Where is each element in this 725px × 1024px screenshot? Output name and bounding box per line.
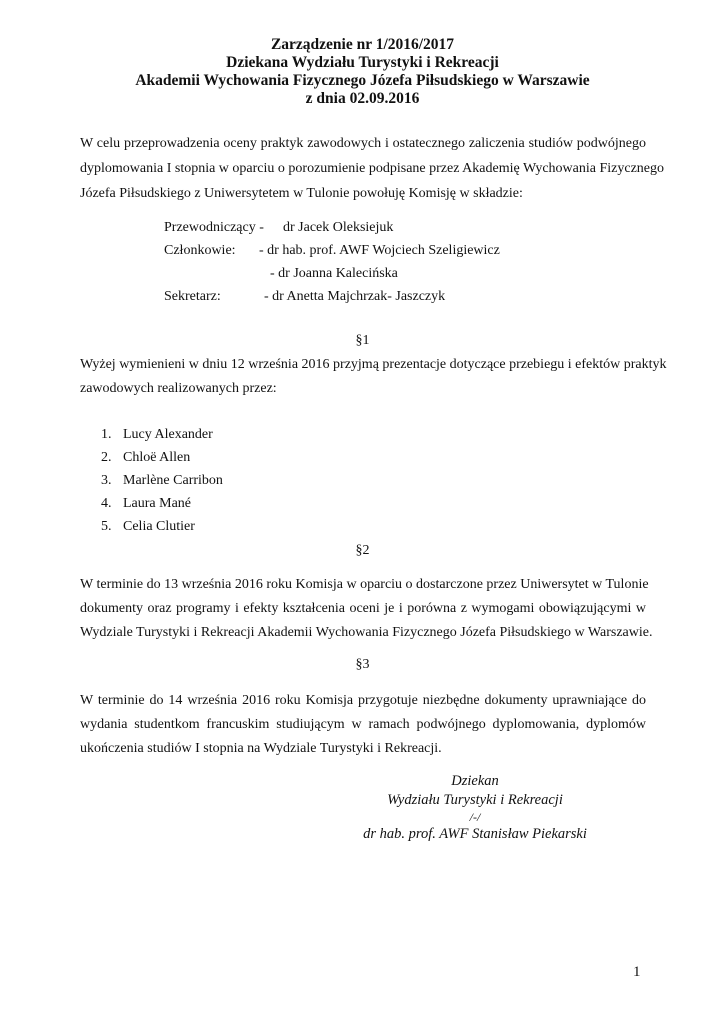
- header-line-1: Zarządzenie nr 1/2016/2017: [270, 36, 455, 53]
- list-item: Laura Mané: [123, 496, 192, 511]
- page-number: 1: [633, 964, 641, 980]
- header-line-3: Akademii Wychowania Fizycznego Józefa Piłsudskiego w Warszawie: [135, 72, 590, 89]
- chair-label: Przewodniczący -: [164, 220, 264, 235]
- members-label: Członkowie:: [164, 243, 236, 258]
- list-item-number: 5.: [101, 519, 112, 534]
- signature-name: dr hab. prof. AWF Stanisław Piekarski: [363, 826, 587, 842]
- section-2-line-1: W terminie do 13 września 2016 roku Komisja w oparciu o dostarczone przez Uniwersytet w Tulonie: [80, 577, 649, 592]
- section-2-line-3: Wydziale Turystyki i Rekreacji Akademii Wychowania Fizycznego Józefa Piłsudskiego w Warszawie.: [80, 625, 653, 640]
- section-3-line-1: W terminie do 14 września 2016 roku Komisja przygotuje niezbędne dokumenty uprawniające do: [80, 693, 646, 708]
- section-2-mark: §2: [355, 543, 370, 558]
- section-3-line-2: wydania studentkom francuskim studiującym w ramach podwójnego dyplomowania, dyplomów: [80, 717, 646, 732]
- section-1-line-1: Wyżej wymienieni w dniu 12 września 2016 przyjmą prezentacje dotyczące przebiegu i efektów praktyk: [80, 357, 667, 372]
- signature-mark: /-/: [469, 810, 481, 824]
- signature-title: Dziekan: [451, 773, 499, 789]
- signature-faculty: Wydziału Turystyki i Rekreacji: [387, 792, 563, 808]
- list-item: Chloë Allen: [123, 450, 191, 465]
- intro-line-3: Józefa Piłsudskiego z Uniwersytetem w Tulonie powołuję Komisję w składzie:: [80, 186, 523, 201]
- header-line-4: z dnia 02.09.2016: [305, 90, 420, 107]
- intro-line-1: W celu przeprowadzenia oceny praktyk zawodowych i ostatecznego zaliczenia studiów podwójnego: [80, 136, 646, 151]
- section-1-mark: §1: [355, 333, 370, 348]
- section-1-line-2: zawodowych realizowanych przez:: [80, 381, 277, 396]
- list-item-number: 4.: [101, 496, 112, 511]
- list-item: Lucy Alexander: [123, 427, 213, 442]
- section-3-line-3: ukończenia studiów I stopnia na Wydziale Turystyki i Rekreacji.: [80, 741, 442, 756]
- list-item-number: 1.: [101, 427, 112, 442]
- chair-name: dr Jacek Oleksiejuk: [283, 220, 394, 235]
- secretary-name: - dr Anetta Majchrzak- Jaszczyk: [264, 289, 446, 304]
- header-line-2: Dziekana Wydziału Turystyki i Rekreacji: [226, 54, 499, 71]
- member-2: - dr Joanna Kalecińska: [270, 266, 398, 281]
- secretary-label: Sekretarz:: [164, 289, 221, 304]
- section-2-line-2: dokumenty oraz programy i efekty kształcenia oceni je i porówna z wymogami obowiązującymi w: [80, 601, 646, 616]
- intro-line-2: dyplomowania I stopnia w oparciu o porozumienie podpisane przez Akademię Wychowania Fizycznego: [80, 161, 664, 176]
- list-item: Marlène Carribon: [123, 473, 223, 488]
- list-item-number: 3.: [101, 473, 112, 488]
- list-item: Celia Clutier: [123, 519, 195, 534]
- list-item-number: 2.: [101, 450, 112, 465]
- section-3-mark: §3: [355, 657, 370, 672]
- member-1: - dr hab. prof. AWF Wojciech Szeligiewicz: [259, 243, 500, 258]
